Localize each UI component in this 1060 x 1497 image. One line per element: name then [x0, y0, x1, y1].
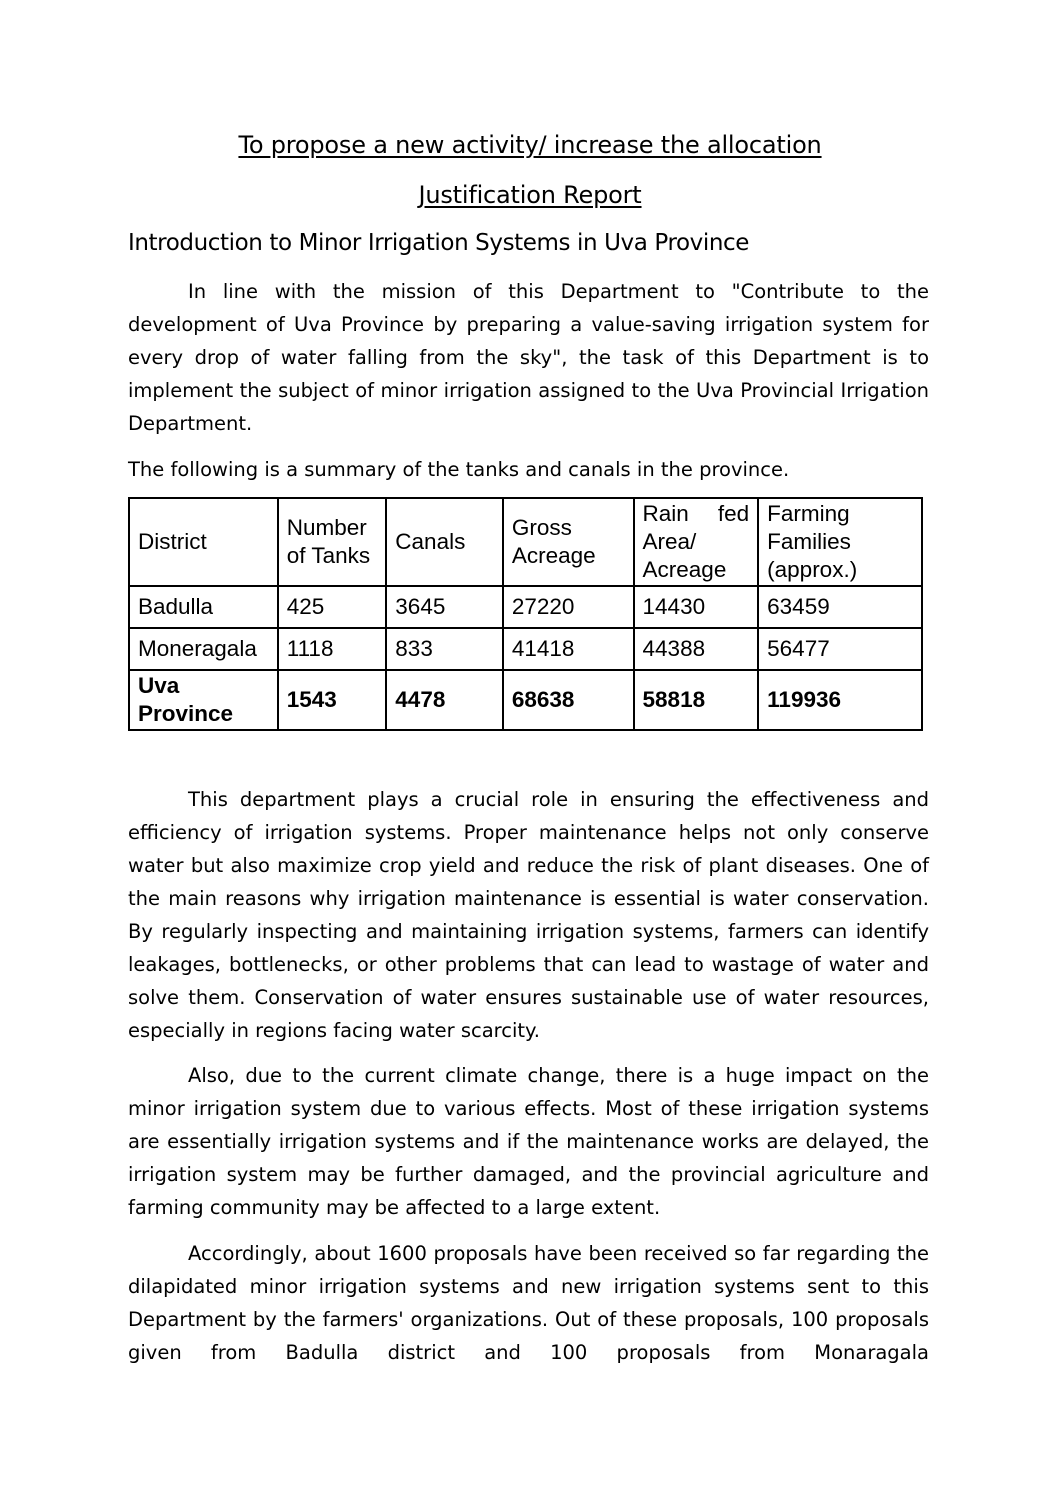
table-cell: 425 [278, 586, 387, 628]
body-paragraph-2: Also, due to the current climate change, there is a huge impact on the minor irrigation system due to various effects. Most of these irrigation systems are essentially irrigation systems and if the maintenance works are delayed, the irrigation system may be further damaged, and the provincial agriculture and farming community may be affected to a large extent. [128, 1064, 929, 1219]
table-cell: Uva Province [129, 670, 278, 730]
table-row [129, 586, 922, 628]
header-rain-fed-area: Rain fed Area/ Acreage [634, 498, 759, 586]
table-total-row [129, 670, 922, 730]
table-cell: 1118 [278, 628, 387, 670]
table-cell: 58818 [634, 670, 759, 730]
table-cell: 27220 [503, 586, 634, 628]
table-cell: 63459 [758, 586, 922, 628]
table-cell: 833 [386, 628, 503, 670]
table-cell: 4478 [386, 670, 503, 730]
table-cell: 68638 [503, 670, 634, 730]
table-header-row [129, 498, 922, 586]
header-farming-families: Farming Families (approx.) [758, 498, 922, 586]
report-heading: Justification Report [418, 181, 642, 209]
table-cell: 41418 [503, 628, 634, 670]
section-title: Introduction to Minor Irrigation Systems in Uva Province [128, 230, 750, 256]
header-district: District [129, 498, 278, 586]
body-paragraph-1: This department plays a crucial role in ensuring the effectiveness and efficiency of irrigation systems. Proper maintenance helps not only conserve water but also maximize crop yield and reduce the risk of plant diseases. One of the main reasons why irrigation maintenance is essential is water conservation. By regularly inspecting and maintaining irrigation systems, farmers can identify leakages, bottlenecks, or other problems that can lead to wastage of water and solve them. Conservation of water ensures sustainable use of water resources, especially in regions facing water scarcity. [128, 788, 929, 1042]
table-cell: Badulla [129, 586, 278, 628]
summary-table [128, 497, 923, 731]
header-gross-acreage: Gross Acreage [503, 498, 634, 586]
table-cell: Moneragala [129, 628, 278, 670]
proposal-heading: To propose a new activity/ increase the allocation [238, 131, 822, 159]
table-cell: 1543 [278, 670, 387, 730]
header-canals: Canals [386, 498, 503, 586]
body-paragraph-3: Accordingly, about 1600 proposals have been received so far regarding the dilapidated minor irrigation systems and new irrigation systems sent to this Department by the farmers' organizations. Out of these proposals, 100 proposals given from Badulla district and 100 proposals from Monaragala [128, 1242, 929, 1364]
table-cell: 44388 [634, 628, 759, 670]
header-number-of-tanks: Number of Tanks [278, 498, 387, 586]
table-cell: 3645 [386, 586, 503, 628]
table-cell: 119936 [758, 670, 922, 730]
table-cell: 14430 [634, 586, 759, 628]
table-row [129, 628, 922, 670]
table-cell: 56477 [758, 628, 922, 670]
summary-intro: The following is a summary of the tanks and canals in the province. [128, 458, 790, 481]
intro-paragraph: In line with the mission of this Department to "Contribute to the development of Uva Province by preparing a value-saving irrigation system for every drop of water falling from the sky", the task of this Department is to implement the subject of minor irrigation assigned to the Uva Provincial Irrigation Department. [128, 280, 929, 435]
